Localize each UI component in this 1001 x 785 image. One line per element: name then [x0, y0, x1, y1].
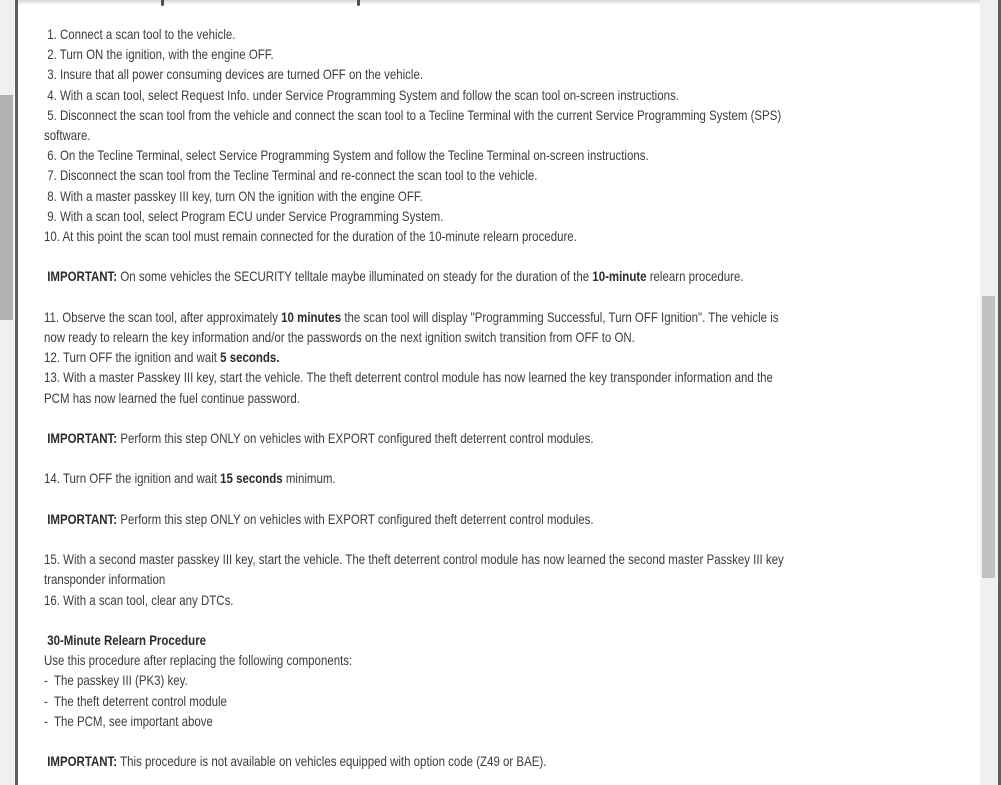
text-line — [44, 569, 957, 589]
text-segment: software. — [44, 127, 91, 144]
text-segment: On some vehicles the SECURITY telltale maybe illuminated on steady for the duration of the — [117, 268, 593, 285]
text-segment: now ready to relearn the key information and/or the passwords on the next ignition switch transition from OFF to ON. — [44, 329, 635, 346]
text-segment: 12. Turn OFF the ignition and wait — [44, 349, 221, 366]
text-line — [44, 165, 957, 185]
text-line — [44, 751, 957, 771]
text-segment: - The PCM, see important above — [44, 712, 213, 729]
bold-text-segment: 30-Minute Relearn Procedure — [44, 631, 207, 648]
window-border-left — [15, 0, 18, 785]
text-segment: Perform this step ONLY on vehicles with EXPORT configured theft deterrent control modules. — [117, 510, 594, 527]
text-line — [44, 468, 957, 488]
text-line — [44, 44, 957, 64]
text-line — [44, 226, 957, 246]
cutoff-descender-mark — [161, 0, 164, 6]
text-segment: Use this procedure after replacing the following components: — [44, 652, 353, 669]
text-segment: 13. With a master Passkey III key, start the vehicle. The theft deterrent control module has now learned the key transponder information and the — [44, 369, 773, 386]
important-option-code — [44, 751, 957, 771]
cutoff-descender-mark — [357, 0, 360, 6]
text-line — [44, 347, 957, 367]
bold-text-segment: IMPORTANT: — [44, 430, 118, 447]
text-segment: 5. Disconnect the scan tool from the vehicle and connect the scan tool to a Tecline Terminal with the current Service Programming System (SPS) — [44, 106, 782, 123]
text-line — [44, 670, 957, 690]
text-segment: 15. With a second master passkey III key, start the vehicle. The theft deterrent control module has now learned the second master Passkey III key — [44, 551, 784, 568]
procedure-document — [44, 24, 957, 771]
text-line — [44, 711, 957, 731]
text-line — [44, 630, 957, 650]
steps-15-16 — [44, 549, 957, 610]
text-line — [44, 367, 957, 387]
text-line — [44, 24, 957, 44]
bold-text-segment: 10-minute — [592, 268, 647, 285]
important-10-minute — [44, 266, 957, 286]
text-segment: - The passkey III (PK3) key. — [44, 672, 188, 689]
text-line — [44, 388, 957, 408]
text-line — [44, 64, 957, 84]
steps-11-13 — [44, 307, 957, 408]
text-segment: This procedure is not available on vehicles equipped with option code (Z49 or BAE). — [117, 753, 547, 770]
bold-text-segment: IMPORTANT: — [44, 510, 118, 527]
text-segment: relearn procedure. — [646, 268, 744, 285]
bold-text-segment: 15 seconds — [220, 470, 283, 487]
text-segment: - The theft deterrent control module — [44, 692, 227, 709]
text-segment: 2. Turn ON the ignition, with the engine OFF. — [44, 46, 274, 63]
text-segment: 4. With a scan tool, select Request Info. under Service Programming System and follow the scan tool on-screen instructions. — [44, 86, 679, 103]
thirty-minute-procedure — [44, 630, 957, 731]
important-export-2 — [44, 509, 957, 529]
bold-text-segment: IMPORTANT: — [44, 268, 118, 285]
text-line — [44, 549, 957, 569]
text-segment: 9. With a scan tool, select Program ECU under Service Programming System. — [44, 207, 444, 224]
text-segment: Perform this step ONLY on vehicles with EXPORT configured theft deterrent control modules. — [117, 430, 594, 447]
text-segment: 11. Observe the scan tool, after approximately — [44, 308, 282, 325]
step-14 — [44, 468, 957, 488]
text-segment: 16. With a scan tool, clear any DTCs. — [44, 591, 234, 608]
text-line — [44, 327, 957, 347]
text-line — [44, 186, 957, 206]
text-segment: minimum. — [282, 470, 336, 487]
text-segment: PCM has now learned the fuel continue password. — [44, 389, 300, 406]
text-segment: the scan tool will display "Programming Successful, Turn OFF Ignition". The vehicle is — [341, 308, 779, 325]
text-segment: 7. Disconnect the scan tool from the Tecline Terminal and re-connect the scan tool to the vehicle. — [44, 167, 538, 184]
text-line — [44, 650, 957, 670]
cutoff-text-remnant — [18, 0, 998, 4]
text-segment: 3. Insure that all power consuming devices are turned OFF on the vehicle. — [44, 66, 424, 83]
text-line — [44, 85, 957, 105]
text-segment: transponder information — [44, 571, 166, 588]
text-line — [44, 509, 957, 529]
important-export-1 — [44, 428, 957, 448]
text-segment: 1. Connect a scan tool to the vehicle. — [44, 26, 236, 42]
text-segment: 6. On the Tecline Terminal, select Service Programming System and follow the Tecline Terminal on-screen instructions. — [44, 147, 649, 164]
bold-text-segment: 10 minutes — [281, 308, 342, 325]
text-line — [44, 691, 957, 711]
text-line — [44, 428, 957, 448]
text-line — [44, 307, 957, 327]
steps-1-10 — [44, 24, 957, 246]
outer-scrollbar-thumb[interactable] — [0, 95, 13, 320]
text-segment: 14. Turn OFF the ignition and wait — [44, 470, 221, 487]
text-line — [44, 590, 957, 610]
text-line — [44, 206, 957, 226]
text-line — [44, 266, 957, 286]
text-line — [44, 145, 957, 165]
bold-text-segment: IMPORTANT: — [44, 753, 118, 770]
text-line — [44, 125, 957, 145]
document-scrollbar-thumb[interactable] — [982, 296, 995, 578]
bold-text-segment: 5 seconds. — [220, 349, 280, 366]
text-segment: 10. At this point the scan tool must remain connected for the duration of the 10-minute relearn procedure. — [44, 228, 577, 245]
text-line — [44, 105, 957, 125]
text-segment: 8. With a master passkey III key, turn ON the ignition with the engine OFF. — [44, 187, 423, 204]
